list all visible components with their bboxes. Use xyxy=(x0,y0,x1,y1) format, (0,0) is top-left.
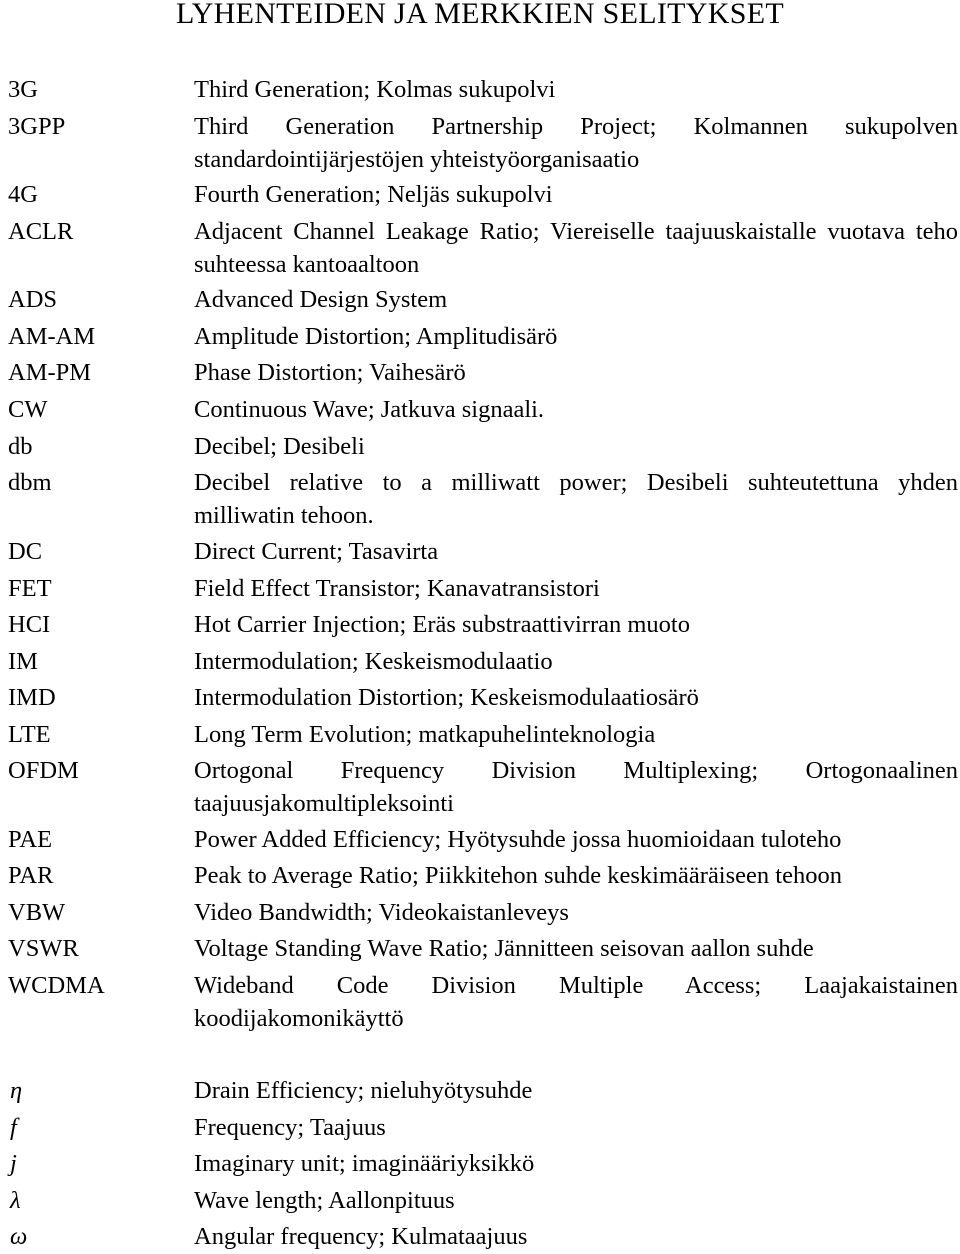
abbreviation-term: ACLR xyxy=(8,218,74,245)
abbreviation-term: DC xyxy=(8,538,43,565)
abbreviation-definition: Intermodulation; Keskeismodulaatio xyxy=(194,648,553,675)
abbreviation-definition: Amplitude Distortion; Amplitudisärö xyxy=(194,323,558,350)
symbol-term: λ xyxy=(10,1187,21,1214)
abbreviation-definition: Voltage Standing Wave Ratio; Jännitteen seisovan aallon suhde xyxy=(194,935,814,962)
abbreviation-definition: Fourth Generation; Neljäs sukupolvi xyxy=(194,181,553,208)
abbreviation-term: IMD xyxy=(8,684,56,711)
abbreviation-term: VSWR xyxy=(8,935,79,962)
abbreviation-definition: Power Added Efficiency; Hyötysuhde jossa huomioidaan tuloteho xyxy=(194,826,842,853)
abbreviation-definition: Third Generation Partnership Project; Kolmannen sukupolven standardointijärjestöjen yhteistyöorganisaatio xyxy=(194,113,958,173)
abbreviation-definition: Peak to Average Ratio; Piikkitehon suhde keskimääräiseen tehoon xyxy=(194,862,842,889)
symbol-term: j xyxy=(10,1150,17,1177)
abbreviation-definition: Adjacent Channel Leakage Ratio; Viereiselle taajuuskaistalle vuotava teho suhteessa kantoaaltoon xyxy=(194,218,958,278)
abbreviation-term: db xyxy=(8,433,33,460)
abbreviation-term: IM xyxy=(8,648,38,675)
abbreviation-definition: Phase Distortion; Vaihesärö xyxy=(194,359,466,386)
abbreviation-definition: Field Effect Transistor; Kanavatransistori xyxy=(194,575,600,602)
abbreviation-term: CW xyxy=(8,396,48,423)
abbreviation-term: AM-PM xyxy=(8,359,92,386)
symbol-definition: Imaginary unit; imaginääriyksikkö xyxy=(194,1150,535,1177)
abbreviation-definition: Continuous Wave; Jatkuva signaali. xyxy=(194,396,545,423)
abbreviation-definition: Direct Current; Tasavirta xyxy=(194,538,439,565)
page-title: LYHENTEIDEN JA MERKKIEN SELITYKSET xyxy=(176,0,784,30)
abbreviation-term: PAR xyxy=(8,862,54,889)
abbreviation-term: HCI xyxy=(8,611,51,638)
abbreviation-term: VBW xyxy=(8,899,66,926)
symbol-definition: Frequency; Taajuus xyxy=(194,1114,386,1141)
symbol-definition: Angular frequency; Kulmataajuus xyxy=(194,1223,528,1250)
symbol-term: η xyxy=(10,1077,23,1104)
symbol-definition: Wave length; Aallonpituus xyxy=(194,1187,455,1214)
abbreviation-definition: Ortogonal Frequency Division Multiplexing; Ortogonaalinen taajuusjakomultipleksointi xyxy=(194,757,958,817)
abbreviation-term: OFDM xyxy=(8,757,79,784)
abbreviation-term: ADS xyxy=(8,286,58,313)
abbreviation-definition: Hot Carrier Injection; Eräs substraattivirran muoto xyxy=(194,611,690,638)
abbreviation-definition: Advanced Design System xyxy=(194,286,448,313)
symbol-term: ω xyxy=(10,1223,28,1250)
abbreviation-term: WCDMA xyxy=(8,972,105,999)
abbreviation-definition: Long Term Evolution; matkapuhelinteknologia xyxy=(194,721,656,748)
abbreviation-definition: Decibel; Desibeli xyxy=(194,433,365,460)
abbreviation-term: 4G xyxy=(8,181,38,208)
abbreviation-term: 3G xyxy=(8,76,38,103)
abbreviation-definition: Intermodulation Distortion; Keskeismodulaatiosärö xyxy=(194,684,699,711)
symbol-term: f xyxy=(10,1114,17,1141)
abbreviation-term: 3GPP xyxy=(8,113,66,140)
abbreviation-definition: Third Generation; Kolmas sukupolvi xyxy=(194,76,556,103)
abbreviation-definition: Wideband Code Division Multiple Access; Laajakaistainen koodijakomonikäyttö xyxy=(194,972,958,1032)
symbol-definition: Drain Efficiency; nieluhyötysuhde xyxy=(194,1077,533,1104)
abbreviation-term: FET xyxy=(8,575,52,602)
abbreviation-definition: Decibel relative to a milliwatt power; Desibeli suhteutettuna yhden milliwatin tehoon. xyxy=(194,469,958,529)
abbreviation-term: LTE xyxy=(8,721,51,748)
abbreviation-term: AM-AM xyxy=(8,323,96,350)
abbreviation-term: dbm xyxy=(8,469,52,496)
abbreviation-term: PAE xyxy=(8,826,53,853)
abbreviation-definition: Video Bandwidth; Videokaistanleveys xyxy=(194,899,569,926)
